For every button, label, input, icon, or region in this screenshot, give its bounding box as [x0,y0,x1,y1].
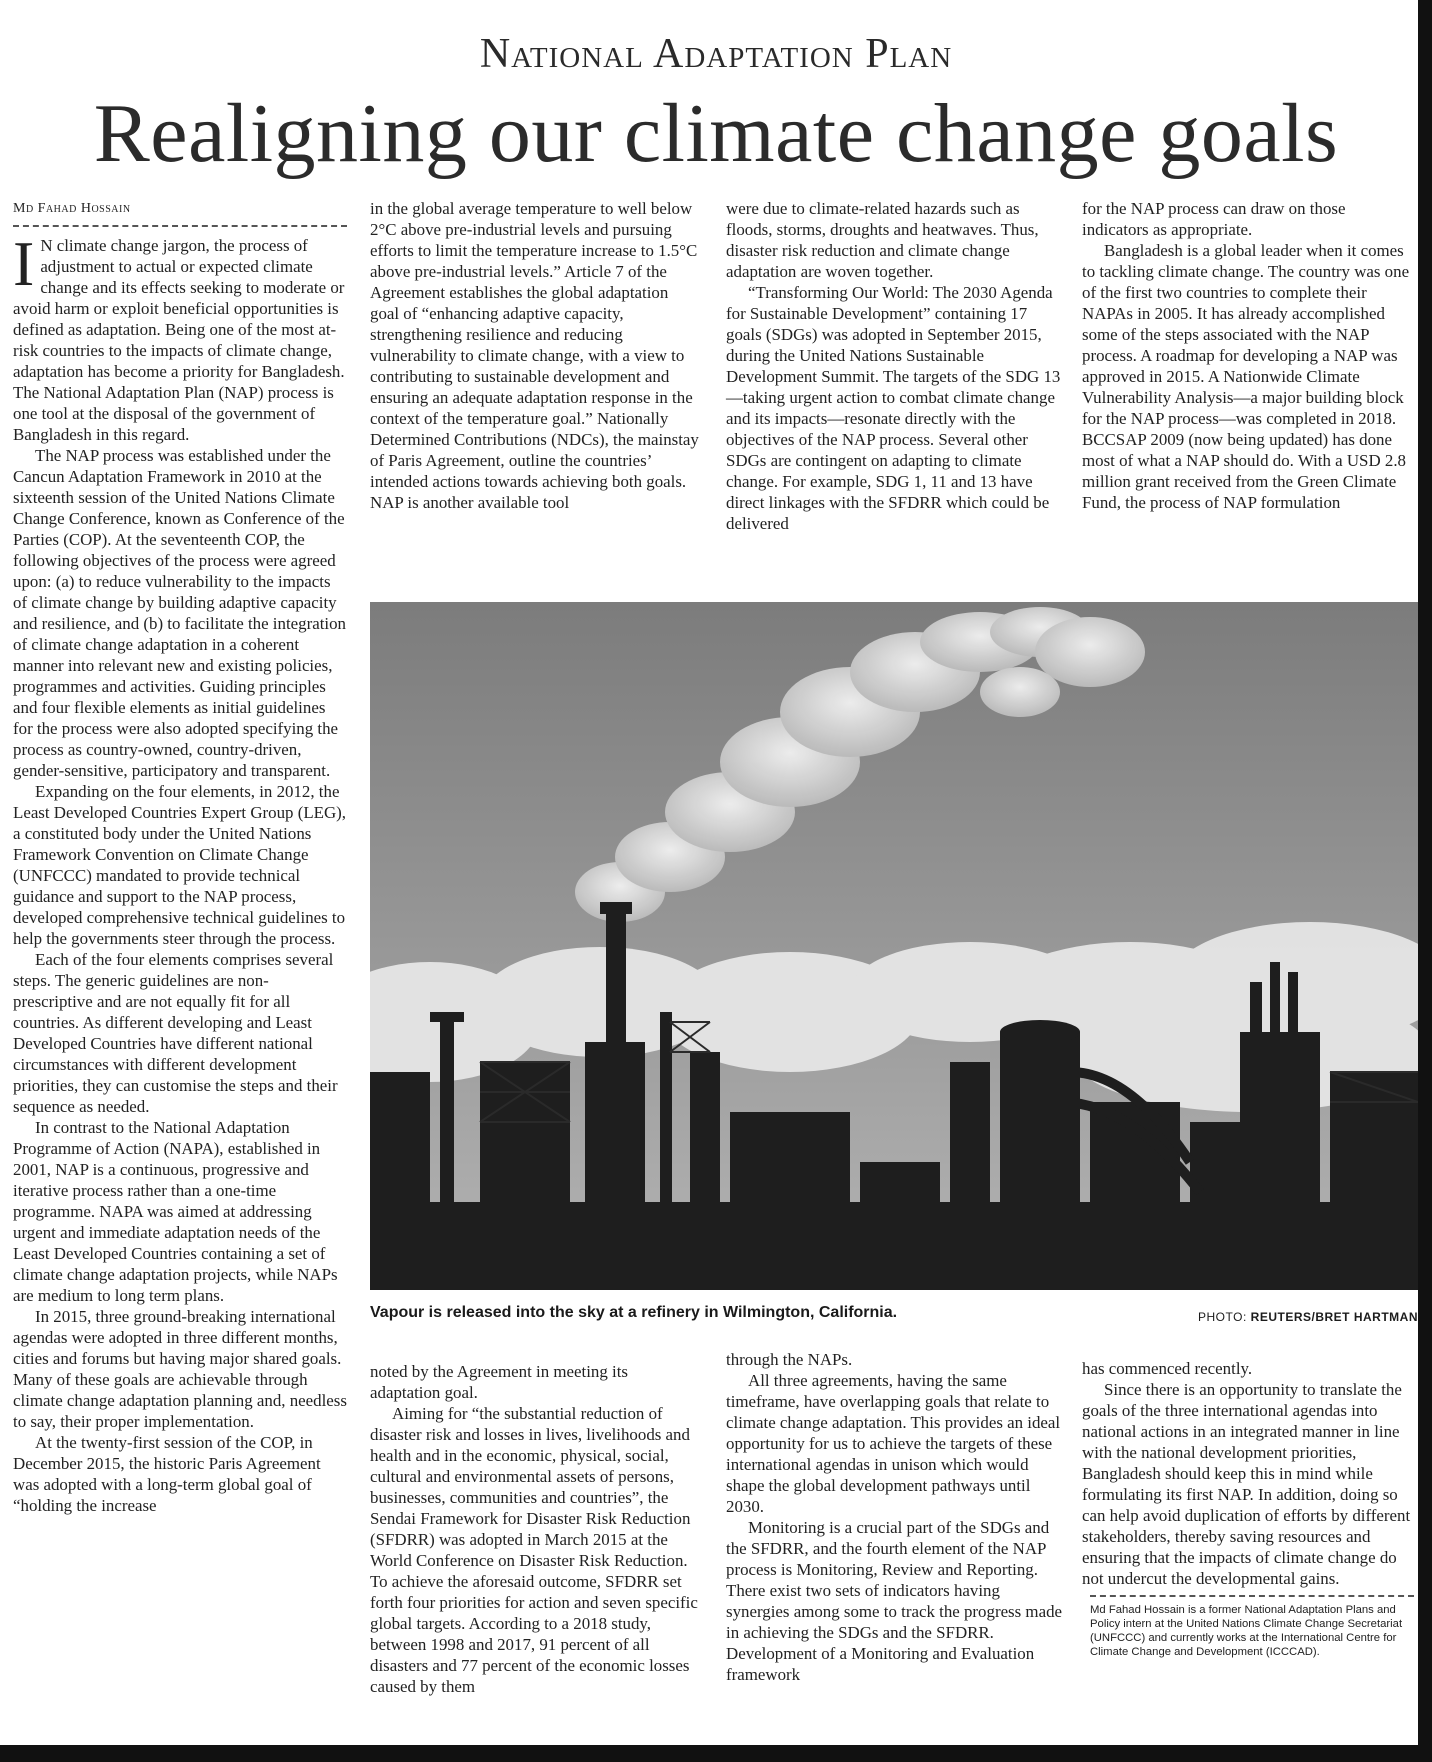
paragraph: “Transforming Our World: The 2030 Agenda for Sustainable Development” containing 17 goals (SDGs) was adopted in September 2015, during the United Nations Sustainable Development Summit. The targets of the SDG 13—taking urgent action to combat climate change and its impacts—resonate directly with the objectives of the NAP process. Several other SDGs are contingent on adapting to climate change. For example, SDG 1, 11 and 13 have direct linkages with the SFDRR which could be delivered [726,283,1061,533]
paragraph: Monitoring is a crucial part of the SDGs and the SFDRR, and the fourth element of the NAP process is Monitoring, Review and Reporting. There exist two sets of indicators having synergies among some to track the progress made in achieving the SDGs and the SFDRR. Development of a Monitoring and Evaluation framework [726,1518,1063,1684]
photo-credit [1100,1310,1418,1324]
paragraph: through the NAPs. [726,1350,853,1369]
paragraph: All three agreements, having the same timeframe, have overlapping goals that relate to climate change adaptation. This provides an ideal opportunity for us to achieve the targets of these international agendas in unison which would shape the global development pathways until 2030. [726,1371,1061,1516]
page-edge-bar [1418,0,1432,1762]
paragraph: noted by the Agreement in meeting its adaptation goal. [370,1362,628,1402]
headline: Realigning our climate change goals [93,87,1339,180]
paragraph: Expanding on the four elements, in 2012, the Least Developed Countries Expert Group (LEG), a constituted body under the United Nations Framework Convention on Climate Change (UNFCCC) mandated to provide technical guidance and support to the NAP process, developed comprehensive technical guidelines to help the governments steer through the process. [13,782,347,948]
paragraph: In 2015, three ground-breaking international agendas were adopted in three different months, cities and forums but having major shared goals. Many of these goals are achievable through climate change adaptation planning and, needless to say, their proper implementation. [13,1307,347,1431]
article-column-2-bottom [370,1361,700,1697]
photo-caption: Vapour is released into the sky at a refinery in Wilmington, California. [370,1304,898,1321]
credit-label: PHOTO: [1198,1310,1247,1324]
paragraph: Each of the four elements comprises several steps. The generic guidelines are non-prescriptive and are not equally fit for all countries. As different developing and Least Developed Countries have different national circumstances with different development priorities, they can customise the steps and their sequence as needed. [13,950,338,1116]
section-kicker: National Adaptation Plan [479,31,953,77]
paragraph: in the global average temperature to well below 2°C above pre-industrial levels and pursuing efforts to limit the temperature increase to 1.5°C above pre-industrial levels.” Article 7 of the Agreement establishes the global adaptation goal of “enhancing adaptive capacity, strengthening resilience and reducing vulnerability to climate change, with a view to contributing to sustainable development and ensuring an adequate adaptation response in the context of the temperature goal.” Nationally Determined Contributions (NDCs), the mainstay of Paris Agreement, outline the countries’ intended actions towards achieving both goals. NAP is another available tool [370,199,699,512]
author-bio: Md Fahad Hossain is a former National Adaptation Plans and Policy intern at the United Nations Climate Change Secretariat (UNFCCC) and currently works at the International Centre for Climate Change and Development (ICCCAD). [1090,1604,1403,1658]
paragraph: has commenced recently. [1082,1359,1253,1378]
paragraph: The NAP process was established under the Cancun Adaptation Framework in 2010 at the sixteenth session of the United Nations Climate Change Conference, known as Conference of the Parties (COP). At the seventeenth COP, the following objectives of the process were agreed upon: (a) to reduce vulnerability to the impacts of climate change by building adaptive capacity and resilience, and (b) to facilitate the integration of climate change adaptation in a coherent manner into relevant new and existing policies, programmes and activities. Guiding principles and four flexible elements as initial guidelines for the process were also adopted specifying the process as country-owned, country-driven, gender-sensitive, participatory and transparent. [13,446,346,780]
byline-divider [13,225,347,227]
paragraph: Aiming for “the substantial reduction of disaster risk and losses in lives, livelihoods and health and in the economic, physical, social, cultural and environmental assets of persons, businesses, communities and countries”, the Sendai Framework for Disaster Risk Reduction (SFDRR) was adopted in March 2015 at the World Conference on Disaster Risk Reduction. To achieve the aforesaid outcome, SFDRR set forth four priorities for action and seven specific global targets. According to a 2018 study, between 1998 and 2017, 91 percent of all disasters and 77 percent of the economic losses caused by them [370,1404,698,1696]
paragraph: for the NAP process can draw on those indicators as appropriate. [1082,199,1346,239]
article-column-3-bottom [726,1349,1062,1685]
article-column-4-bottom [1082,1358,1414,1659]
article-column-1 [13,198,347,1516]
byline: Md Fahad Hossain [13,201,131,216]
page-bottom-bar [0,1745,1432,1762]
article-column-3-top [726,198,1062,534]
paragraph: In contrast to the National Adaptation Programme of Action (NAPA), established in 2001, NAP is a continuous, progressive and iterative process rather than a one-time programme. NAPA was aimed at addressing urgent and immediate adaptation needs of the Least Developed Countries containing a set of climate change adaptation projects, while NAPs are medium to long term plans. [13,1118,338,1305]
drop-cap: I [13,228,35,299]
article-column-2-top [370,198,700,513]
paragraph-text: N climate change jargon, the process of adjustment to actual or expected climate change and its effects seeking to moderate or avoid harm or exploit beneficial opportunities is defined as adaptation. Being one of the most at-risk countries to the impacts of climate change, adaptation has become a priority for Bangladesh. The National Adaptation Plan (NAP) process is one tool at the disposal of the government of Bangladesh in this regard. [13,236,345,444]
paragraph: were due to climate-related hazards such as floods, storms, droughts and heatwaves. Thus, disaster risk reduction and climate change adaptation are woven together. [726,199,1039,281]
paragraph: At the twenty-first session of the COP, in December 2015, the historic Paris Agreement was adopted with a long-term global goal of “holding the increase [13,1433,321,1515]
paragraph: Since there is an opportunity to translate the goals of the three international agendas into national actions in an integrated manner in line with the national development priorities, Bangladesh should keep this in mind while formulating its first NAP. In addition, doing so can help avoid duplication of efforts by different stakeholders, thereby saving resources and ensuring that the impacts of climate change do not undercut the developmental gains. [1082,1380,1411,1588]
article-column-4-top [1082,198,1414,513]
paragraph [13,228,347,445]
bio-divider [1090,1595,1414,1597]
refinery-photo [370,602,1418,1290]
credit-name: REUTERS/BRET HARTMAN [1250,1310,1418,1324]
paragraph: Bangladesh is a global leader when it comes to tackling climate change. The country was one of the first two countries to complete their NAPAs in 2005. It has already accomplished some of the steps associated with the NAP process. A roadmap for developing a NAP was approved in 2015. A Nationwide Climate Vulnerability Analysis—a major building block for the NAP process—was completed in 2018. BCCSAP 2009 (now being updated) has done most of what a NAP should do. With a USD 2.8 million grant received from the Green Climate Fund, the process of NAP formulation [1082,241,1410,512]
